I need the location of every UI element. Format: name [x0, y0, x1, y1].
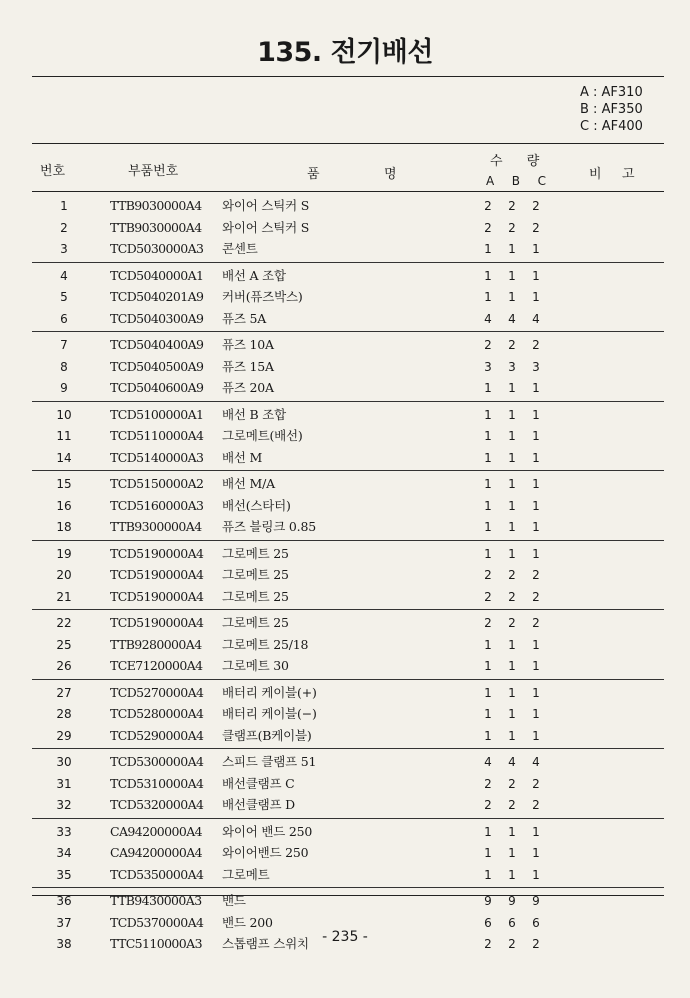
table-row — [0, 544, 690, 564]
table-row — [0, 891, 690, 911]
table-row — [0, 795, 690, 815]
quantity-b: 2 — [508, 798, 516, 812]
quantity-c: 1 — [532, 450, 540, 465]
item-number: 7 — [60, 338, 68, 352]
part-name: 배선 M — [222, 449, 263, 465]
part-number: TCD5350000A4 — [110, 866, 204, 882]
quantity-a: 3 — [484, 359, 492, 374]
part-name: 밴드 200 — [222, 914, 273, 930]
quantity-a: 1 — [484, 546, 492, 561]
quantity-c: 2 — [532, 776, 540, 791]
part-number: TTB9430000A3 — [110, 893, 202, 908]
quantity-b: 2 — [508, 776, 516, 791]
part-name: 와이어밴드 250 — [222, 845, 309, 860]
header-remarks-1: 비 — [589, 167, 602, 182]
quantity-c: 1 — [532, 520, 540, 534]
part-number: TCD5040600A9 — [110, 380, 204, 395]
part-name: 퓨즈 5A — [222, 310, 267, 326]
quantity-b: 2 — [508, 616, 516, 630]
part-number: TCD5110000A4 — [110, 428, 204, 443]
table-row — [0, 774, 690, 794]
part-name: 퓨즈 10A — [222, 337, 274, 352]
quantity-b: 4 — [508, 755, 516, 769]
part-name: 배선(스타터) — [222, 497, 291, 513]
part-name: 와이어 스틱커 S — [222, 198, 310, 213]
part-name: 그로메트 — [222, 866, 270, 882]
item-number: 10 — [56, 407, 72, 422]
part-number: TTC5110000A3 — [110, 936, 202, 951]
quantity-c: 1 — [532, 290, 540, 304]
quantity-c: 1 — [532, 242, 540, 256]
quantity-b: 1 — [508, 290, 516, 304]
part-name: 퓨즈 블링크 0.85 — [222, 519, 316, 534]
part-name: 배선 A 조합 — [222, 267, 286, 283]
part-number: TCD5190000A4 — [110, 545, 204, 561]
quantity-b: 2 — [508, 589, 516, 604]
group-divider — [32, 540, 664, 541]
part-name: 밴드 — [222, 893, 246, 908]
table-row — [0, 822, 690, 842]
quantity-b: 2 — [508, 338, 516, 352]
quantity-a: 1 — [484, 867, 492, 882]
part-number: CA94200000A4 — [110, 845, 202, 860]
header-name-2: 명 — [384, 167, 397, 182]
quantity-c: 4 — [532, 755, 540, 769]
part-name: 배선 M/A — [222, 476, 275, 491]
table-row — [0, 287, 690, 307]
table-row — [0, 196, 690, 216]
quantity-a: 1 — [484, 685, 492, 700]
item-number: 36 — [56, 894, 72, 908]
quantity-a: 2 — [484, 338, 492, 352]
quantity-c: 1 — [532, 429, 540, 443]
quantity-b: 1 — [508, 407, 516, 422]
part-number: TCD5150000A2 — [110, 476, 204, 491]
model-legend-b: B : AF350 — [580, 102, 643, 117]
quantity-c: 2 — [532, 798, 540, 812]
quantity-b: 3 — [508, 359, 516, 374]
table-row — [0, 448, 690, 468]
item-number: 4 — [60, 268, 68, 283]
table-row — [0, 218, 690, 238]
header-top-rule — [32, 143, 664, 144]
quantity-c: 2 — [532, 616, 540, 630]
table-row — [0, 635, 690, 655]
page-title: 135. 전기배선 — [257, 37, 433, 68]
part-number: TCD5190000A4 — [110, 567, 204, 582]
part-name: 배선클램프 C — [222, 775, 295, 791]
item-number: 31 — [56, 776, 72, 791]
part-number: TCD5160000A3 — [110, 497, 204, 513]
quantity-c: 2 — [532, 937, 540, 951]
part-number: TCD5320000A4 — [110, 797, 204, 812]
header-qty-a: A — [486, 174, 495, 188]
part-number: TCD5140000A3 — [110, 449, 204, 465]
quantity-a: 1 — [484, 520, 492, 534]
table-row — [0, 517, 690, 537]
table-row — [0, 309, 690, 329]
group-divider — [32, 262, 664, 263]
group-divider — [32, 818, 664, 819]
quantity-b: 1 — [508, 268, 516, 283]
part-name: 배터리 케이블(+) — [222, 684, 317, 700]
item-number: 14 — [56, 450, 72, 465]
quantity-a: 1 — [484, 242, 492, 256]
part-number: TTB9280000A4 — [110, 636, 202, 652]
quantity-c: 1 — [532, 659, 540, 673]
quantity-c: 1 — [532, 546, 540, 561]
part-name: 배선 B 조합 — [222, 406, 287, 422]
part-number: TCD5190000A4 — [110, 615, 204, 630]
quantity-c: 1 — [532, 477, 540, 491]
group-divider — [32, 609, 664, 610]
part-number: TCD5030000A3 — [110, 241, 204, 256]
header-part-no: 부품번호 — [128, 164, 179, 179]
item-number: 38 — [56, 937, 72, 951]
table-row — [0, 239, 690, 259]
quantity-b: 1 — [508, 381, 516, 395]
quantity-b: 1 — [508, 498, 516, 513]
quantity-a: 1 — [484, 290, 492, 304]
quantity-b: 6 — [508, 915, 516, 930]
quantity-b: 1 — [508, 637, 516, 652]
quantity-a: 2 — [484, 589, 492, 604]
quantity-c: 1 — [532, 824, 540, 839]
part-number: TCD5370000A4 — [110, 914, 204, 930]
part-name: 배터리 케이블(−) — [222, 706, 317, 721]
item-number: 25 — [56, 637, 72, 652]
quantity-a: 2 — [484, 568, 492, 582]
part-number: TCD5040300A9 — [110, 310, 204, 326]
part-number: TCD5310000A4 — [110, 775, 204, 791]
item-number: 6 — [60, 311, 68, 326]
header-name-1: 품 — [307, 167, 320, 182]
quantity-a: 1 — [484, 659, 492, 673]
item-number: 33 — [56, 824, 72, 839]
quantity-c: 3 — [532, 359, 540, 374]
part-number: TCD5100000A1 — [110, 406, 204, 422]
model-legend-a: A : AF310 — [580, 85, 643, 100]
item-number: 26 — [56, 659, 72, 673]
part-name: 그로메트 25 — [222, 545, 289, 561]
quantity-b: 1 — [508, 846, 516, 860]
title-rule — [32, 76, 664, 77]
part-name: 스피드 클램프 51 — [222, 754, 317, 769]
item-number: 11 — [56, 429, 72, 443]
quantity-a: 9 — [484, 894, 492, 908]
header-qty-c: C — [537, 174, 546, 188]
quantity-a: 2 — [484, 937, 492, 951]
quantity-b: 1 — [508, 867, 516, 882]
part-name: 스톱램프 스위치 — [222, 936, 309, 951]
header-no: 번호 — [40, 164, 66, 179]
quantity-c: 9 — [532, 894, 540, 908]
quantity-a: 1 — [484, 450, 492, 465]
item-number: 16 — [56, 498, 72, 513]
item-number: 32 — [56, 798, 72, 812]
group-divider — [32, 748, 664, 749]
item-number: 1 — [60, 199, 68, 213]
part-name: 와이어 밴드 250 — [222, 823, 313, 839]
table-bottom-rule — [32, 895, 664, 896]
quantity-c: 1 — [532, 867, 540, 882]
part-name: 그로메트(배선) — [222, 428, 303, 443]
item-number: 19 — [56, 546, 72, 561]
group-divider — [32, 679, 664, 680]
table-row — [0, 266, 690, 286]
part-name: 그로메트 30 — [222, 658, 289, 673]
table-row — [0, 474, 690, 494]
quantity-b: 2 — [508, 937, 516, 951]
part-name: 커버(퓨즈박스) — [222, 289, 303, 304]
page-number: - 235 - — [322, 929, 368, 945]
quantity-a: 2 — [484, 616, 492, 630]
quantity-b: 4 — [508, 311, 516, 326]
group-divider — [32, 331, 664, 332]
part-name: 클램프(B케이블) — [222, 727, 312, 743]
part-name: 그로메트 25/18 — [222, 636, 309, 652]
quantity-c: 2 — [532, 568, 540, 582]
part-name: 그로메트 25 — [222, 588, 289, 604]
table-row — [0, 726, 690, 746]
item-number: 5 — [60, 290, 68, 304]
table-row — [0, 426, 690, 446]
quantity-a: 1 — [484, 707, 492, 721]
part-number: TCD5300000A4 — [110, 754, 204, 769]
item-number: 28 — [56, 707, 72, 721]
table-row — [0, 378, 690, 398]
quantity-b: 1 — [508, 429, 516, 443]
table-row — [0, 865, 690, 885]
quantity-c: 1 — [532, 381, 540, 395]
quantity-c: 1 — [532, 268, 540, 283]
quantity-b: 1 — [508, 659, 516, 673]
quantity-a: 2 — [484, 220, 492, 235]
group-divider — [32, 401, 664, 402]
quantity-a: 4 — [484, 755, 492, 769]
quantity-c: 1 — [532, 707, 540, 721]
quantity-b: 9 — [508, 894, 516, 908]
header-quantity: 수 량 — [490, 154, 550, 169]
part-number: TCD5040000A1 — [110, 267, 204, 283]
quantity-a: 1 — [484, 381, 492, 395]
quantity-a: 1 — [484, 498, 492, 513]
group-divider — [32, 887, 664, 888]
item-number: 22 — [56, 616, 72, 630]
part-number: TCD5270000A4 — [110, 684, 204, 700]
item-number: 20 — [56, 568, 72, 582]
quantity-c: 1 — [532, 498, 540, 513]
part-number: TCD5190000A4 — [110, 588, 204, 604]
model-legend — [580, 84, 660, 135]
part-name: 그로메트 25 — [222, 567, 289, 582]
quantity-b: 1 — [508, 728, 516, 743]
quantity-c: 1 — [532, 728, 540, 743]
quantity-a: 1 — [484, 637, 492, 652]
part-number: TTB9030000A4 — [110, 219, 202, 235]
table-row — [0, 496, 690, 516]
table-row — [0, 843, 690, 863]
item-number: 9 — [60, 381, 68, 395]
item-number: 37 — [56, 915, 72, 930]
item-number: 27 — [56, 685, 72, 700]
quantity-b: 1 — [508, 824, 516, 839]
quantity-a: 1 — [484, 268, 492, 283]
item-number: 8 — [60, 359, 68, 374]
quantity-a: 1 — [484, 477, 492, 491]
quantity-c: 2 — [532, 220, 540, 235]
item-number: 34 — [56, 846, 72, 860]
quantity-c: 2 — [532, 338, 540, 352]
table-row — [0, 656, 690, 676]
quantity-c: 1 — [532, 637, 540, 652]
quantity-b: 2 — [508, 199, 516, 213]
item-number: 29 — [56, 728, 72, 743]
header-remarks-2: 고 — [622, 167, 635, 182]
quantity-a: 6 — [484, 915, 492, 930]
table-row — [0, 405, 690, 425]
part-number: TCE7120000A4 — [110, 658, 203, 673]
part-number: TCD5290000A4 — [110, 727, 204, 743]
table-row — [0, 752, 690, 772]
part-number: TCD5280000A4 — [110, 706, 204, 721]
part-number: TTB9030000A4 — [110, 198, 202, 213]
item-number: 30 — [56, 755, 72, 769]
header-bottom-rule — [32, 191, 664, 192]
item-number: 3 — [60, 242, 68, 256]
table-row — [0, 565, 690, 585]
quantity-b: 2 — [508, 568, 516, 582]
quantity-c: 1 — [532, 407, 540, 422]
part-name: 퓨즈 20A — [222, 380, 274, 395]
quantity-b: 1 — [508, 685, 516, 700]
quantity-c: 1 — [532, 685, 540, 700]
item-number: 35 — [56, 867, 72, 882]
table-row — [0, 357, 690, 377]
model-legend-c: C : AF400 — [580, 119, 643, 134]
group-divider — [32, 470, 664, 471]
part-number: TCD5040500A9 — [110, 358, 204, 374]
quantity-b: 2 — [508, 220, 516, 235]
quantity-b: 1 — [508, 242, 516, 256]
header-qty-b: B — [511, 174, 521, 188]
quantity-b: 1 — [508, 477, 516, 491]
part-name: 그로메트 25 — [222, 615, 289, 630]
quantity-c: 1 — [532, 846, 540, 860]
part-number: CA94200000A4 — [110, 823, 202, 839]
quantity-c: 2 — [532, 199, 540, 213]
quantity-a: 4 — [484, 311, 492, 326]
table-row — [0, 587, 690, 607]
quantity-c: 6 — [532, 915, 540, 930]
part-number: TCD5040400A9 — [110, 337, 204, 352]
table-row — [0, 613, 690, 633]
quantity-b: 1 — [508, 546, 516, 561]
table-row — [0, 683, 690, 703]
part-name: 콘센트 — [222, 241, 258, 256]
header-quantity-columns — [486, 174, 546, 188]
part-name: 배선클램프 D — [222, 797, 295, 812]
quantity-a: 1 — [484, 846, 492, 860]
item-number: 15 — [56, 477, 72, 491]
part-name: 퓨즈 15A — [222, 358, 274, 374]
quantity-b: 1 — [508, 707, 516, 721]
quantity-a: 1 — [484, 824, 492, 839]
quantity-a: 2 — [484, 798, 492, 812]
quantity-c: 2 — [532, 589, 540, 604]
item-number: 21 — [56, 589, 72, 604]
quantity-b: 1 — [508, 450, 516, 465]
quantity-a: 1 — [484, 407, 492, 422]
quantity-b: 1 — [508, 520, 516, 534]
quantity-a: 1 — [484, 429, 492, 443]
item-number: 18 — [56, 520, 72, 534]
item-number: 2 — [60, 220, 68, 235]
quantity-c: 4 — [532, 311, 540, 326]
quantity-a: 2 — [484, 776, 492, 791]
table-row — [0, 335, 690, 355]
quantity-a: 2 — [484, 199, 492, 213]
part-number: TCD5040201A9 — [110, 289, 204, 304]
table-row — [0, 704, 690, 724]
part-number: TTB9300000A4 — [110, 519, 202, 534]
quantity-a: 1 — [484, 728, 492, 743]
part-name: 와이어 스틱커 S — [222, 219, 310, 235]
